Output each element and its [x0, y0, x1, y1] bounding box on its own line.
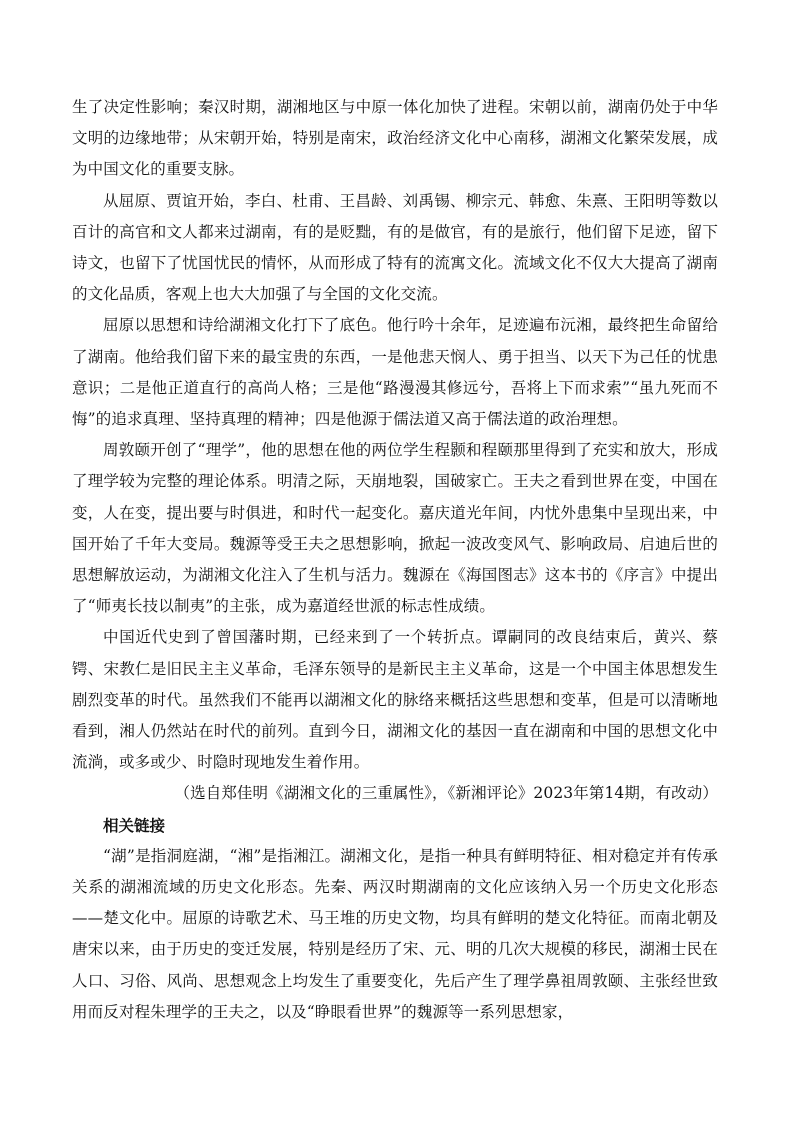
paragraph-qu-yuan: 屈原以思想和诗给湖湘文化打下了底色。他行吟十余年，足迹遍布沅湘，最终把生命留给了湖南。他给我们留下来的最宝贵的东西，一是他悲天悯人、勇于担当、以天下为己任的忧患意识；二是他正道直行的高尚人格；三是他“路漫漫其修远兮，吾将上下而求索”“虽九死而不悔”的追求真理、坚持真理的精神；四是他源于儒法道又高于儒法道的政治理想。: [72, 316, 718, 429]
paragraph-continuation: 生了决定性影响；秦汉时期，湖湘地区与中原一体化加快了进程。宋朝以前，湖南仍处于中华文明的边缘地带；从宋朝开始，特别是南宋，政治经济文化中心南移，湖湘文化繁荣发展，成为中国文化的重要支脉。: [72, 98, 718, 179]
paragraph-zhou-dunyi: 周敦颐开创了“理学”，他的思想在他的两位学生程颢和程颐那里得到了充实和放大，形成了理学较为完整的理论体系。明清之际，天崩地裂，国破家亡。王夫之看到世界在变，中国在变，人在变，提出要与时俱进，和时代一起变化。嘉庆道光年间，内忧外患集中呈现出来，中国开始了千年大变局。魏源等受王夫之思想影响，掀起一波改变风气、影响政局、启迪后世的思想解放运动，为湖湘文化注入了生机与活力。魏源在《海国图志》这本书的《序言》中提出了“师夷长技以制夷”的主张，成为嘉道经世派的标志性成绩。: [72, 441, 718, 616]
related-links-heading: 相关链接: [103, 815, 166, 835]
related-links-paragraph: “湖”是指洞庭湖，“湘”是指湘江。湖湘文化，是指一种具有鲜明特征、相对稳定并有传承关系的湖湘流域的历史文化形态。先秦、两汉时期湖南的文化应该纳入另一个历史文化形态——楚文化中。屈原的诗歌艺术、马王堆的历史文物，均具有鲜明的楚文化特征。而南北朝及唐宋以来，由于历史的变迁发展，特别是经历了宋、元、明的几次大规模的移民，湖湘士民在人口、习俗、风尚、思想观念上均发生了重要变化，先后产生了理学鼻祖周敦颐、主张经世致用而反对程朱理学的王夫之，以及“睁眼看世界”的魏源等一系列思想家，: [72, 846, 718, 1021]
paragraph-modern-history: 中国近代史到了曾国藩时期，已经来到了一个转折点。谭嗣同的改良结束后，黄兴、蔡锷、宋教仁是旧民主主义革命，毛泽东领导的是新民主主义革命，这是一个中国主体思想发生剧烈变革的时代。虽然我们不能再以湖湘文化的脉络来概括这些思想和变革，但是可以清晰地看到，湘人仍然站在时代的前列。直到今日，湖湘文化的基因一直在湖南和中国的思想文化中流淌，或多或少、时隐时现地发生着作用。: [72, 628, 718, 772]
paragraph-sojourn-culture: 从屈原、贾谊开始，李白、杜甫、王昌龄、刘禹锡、柳宗元、韩愈、朱熹、王阳明等数以百计的高官和文人都来过湖南，有的是贬黜，有的是做官，有的是旅行，他们留下足迹，留下诗文，也留下了忧国忧民的情怀，从而形成了特有的流寓文化。流域文化不仅大大提高了湖南的文化品质，客观上也大大加强了与全国的文化交流。: [72, 191, 718, 304]
document-body: [72, 92, 718, 1028]
source-citation: （选自郑佳明《湖湘文化的三重属性》，《新湘评论》2023年第14期，有改动）: [174, 784, 718, 803]
